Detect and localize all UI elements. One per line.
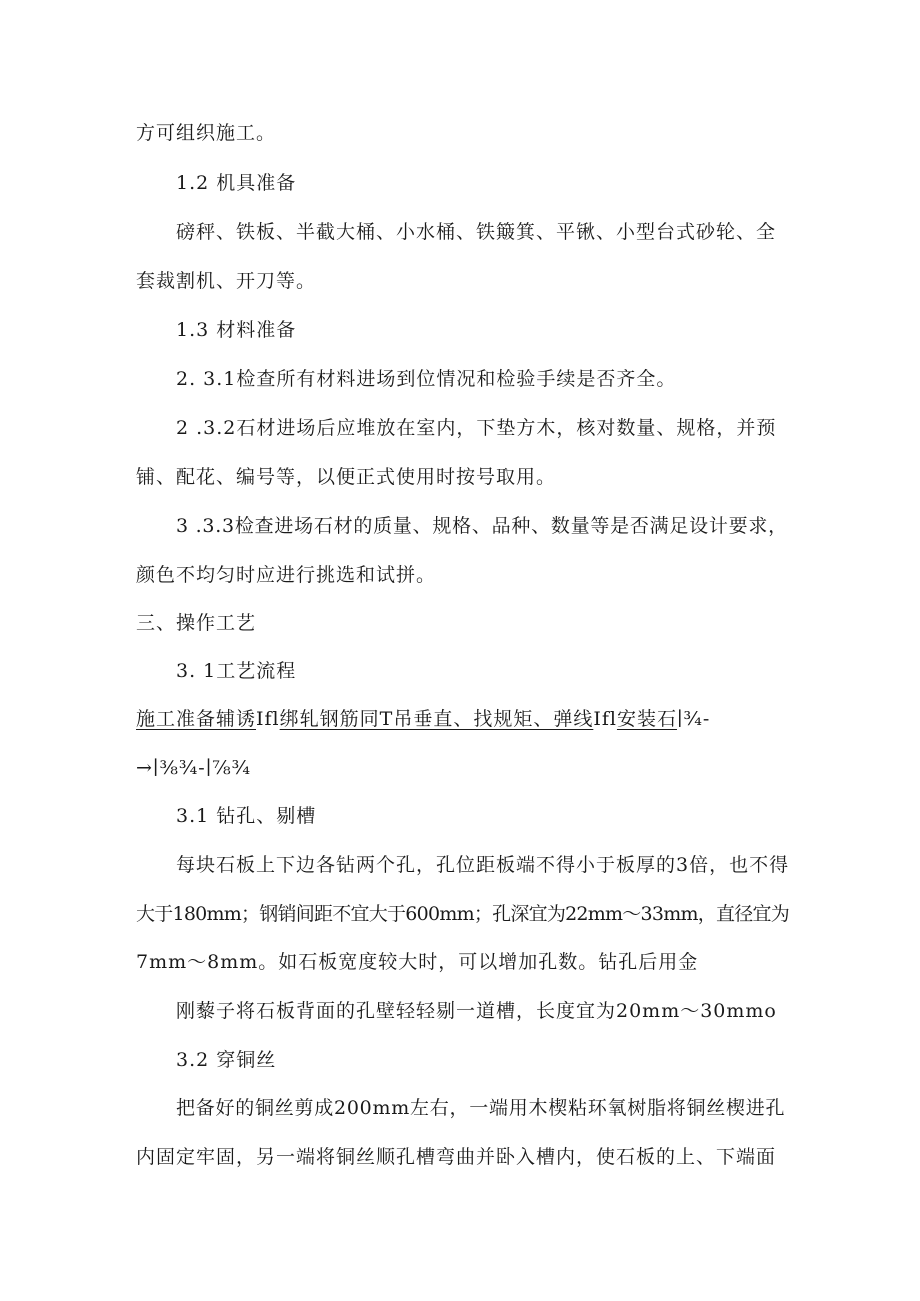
paragraph-line: 把备好的铜丝剪成200mm左右，一端用木楔粘环氧树脂将铜丝楔进孔: [176, 1097, 786, 1119]
flow-step: 施工准备辅诱: [136, 708, 257, 730]
flow-step: 安装石: [616, 708, 677, 730]
paragraph-line: 磅秤、铁板、半截大桶、小水桶、铁簸箕、平锹、小型台式砂轮、全: [176, 221, 777, 243]
paragraph-line: 刚藜子将石板背面的孔壁轻轻剔一道槽，长度宜为20mm～30mmo: [176, 1000, 777, 1022]
paragraph-line: 7mm～8mm。如石板宽度较大时，可以增加孔数。钻孔后用金: [136, 951, 699, 973]
paragraph-line: 3 .3.3检查进场石材的质量、规格、品种、数量等是否满足设计要求，: [176, 515, 788, 537]
chapter-heading: 三、操作工艺: [136, 612, 257, 634]
section-heading: 1.2 机具准备: [176, 172, 297, 194]
flow-tail: ∣¾-: [676, 708, 711, 730]
flow-step: 绑轧钢筋同T吊垂直、找规矩、弹线: [279, 708, 594, 730]
section-heading: 3.1 钻孔、剔槽: [176, 805, 317, 827]
paragraph-line: 2. 3.1检查所有材料进场到位情况和检验手续是否齐全。: [176, 368, 677, 390]
paragraph-line: 大于180mm；钢销间距不宜大于600mm；孔深宜为22mm～33mm，直径宜为: [136, 903, 790, 925]
paragraph-line: 套裁割机、开刀等。: [136, 270, 317, 292]
paragraph-line: 内固定牢固，另一端将铜丝顺孔槽弯曲并卧入槽内，使石板的上、下端面: [136, 1146, 777, 1168]
paragraph-line: 铺、配花、编号等，以便正式使用时按号取用。: [136, 466, 557, 488]
section-heading: 3.2 穿铜丝: [176, 1049, 277, 1071]
process-flow-continuation: →∣⅜¾-∣⅞¾: [136, 757, 252, 779]
paragraph-line: 2 .3.2石材进场后应堆放在室内，下垫方木，核对数量、规格，并预: [176, 417, 777, 439]
flow-separator: Ifl: [593, 708, 617, 730]
process-flow-line: [136, 707, 710, 731]
flow-separator: Ifl: [256, 708, 280, 730]
paragraph-line: 每块石板上下边各钻两个孔，孔位距板端不得小于板厚的3倍，也不得: [176, 854, 790, 876]
section-heading: 1.3 材料准备: [176, 319, 297, 341]
section-heading: 3. 1工艺流程: [176, 660, 297, 682]
paragraph-line: 颜色不均匀时应进行挑选和试拼。: [136, 564, 437, 586]
paragraph-line: 方可组织施工。: [136, 122, 277, 144]
